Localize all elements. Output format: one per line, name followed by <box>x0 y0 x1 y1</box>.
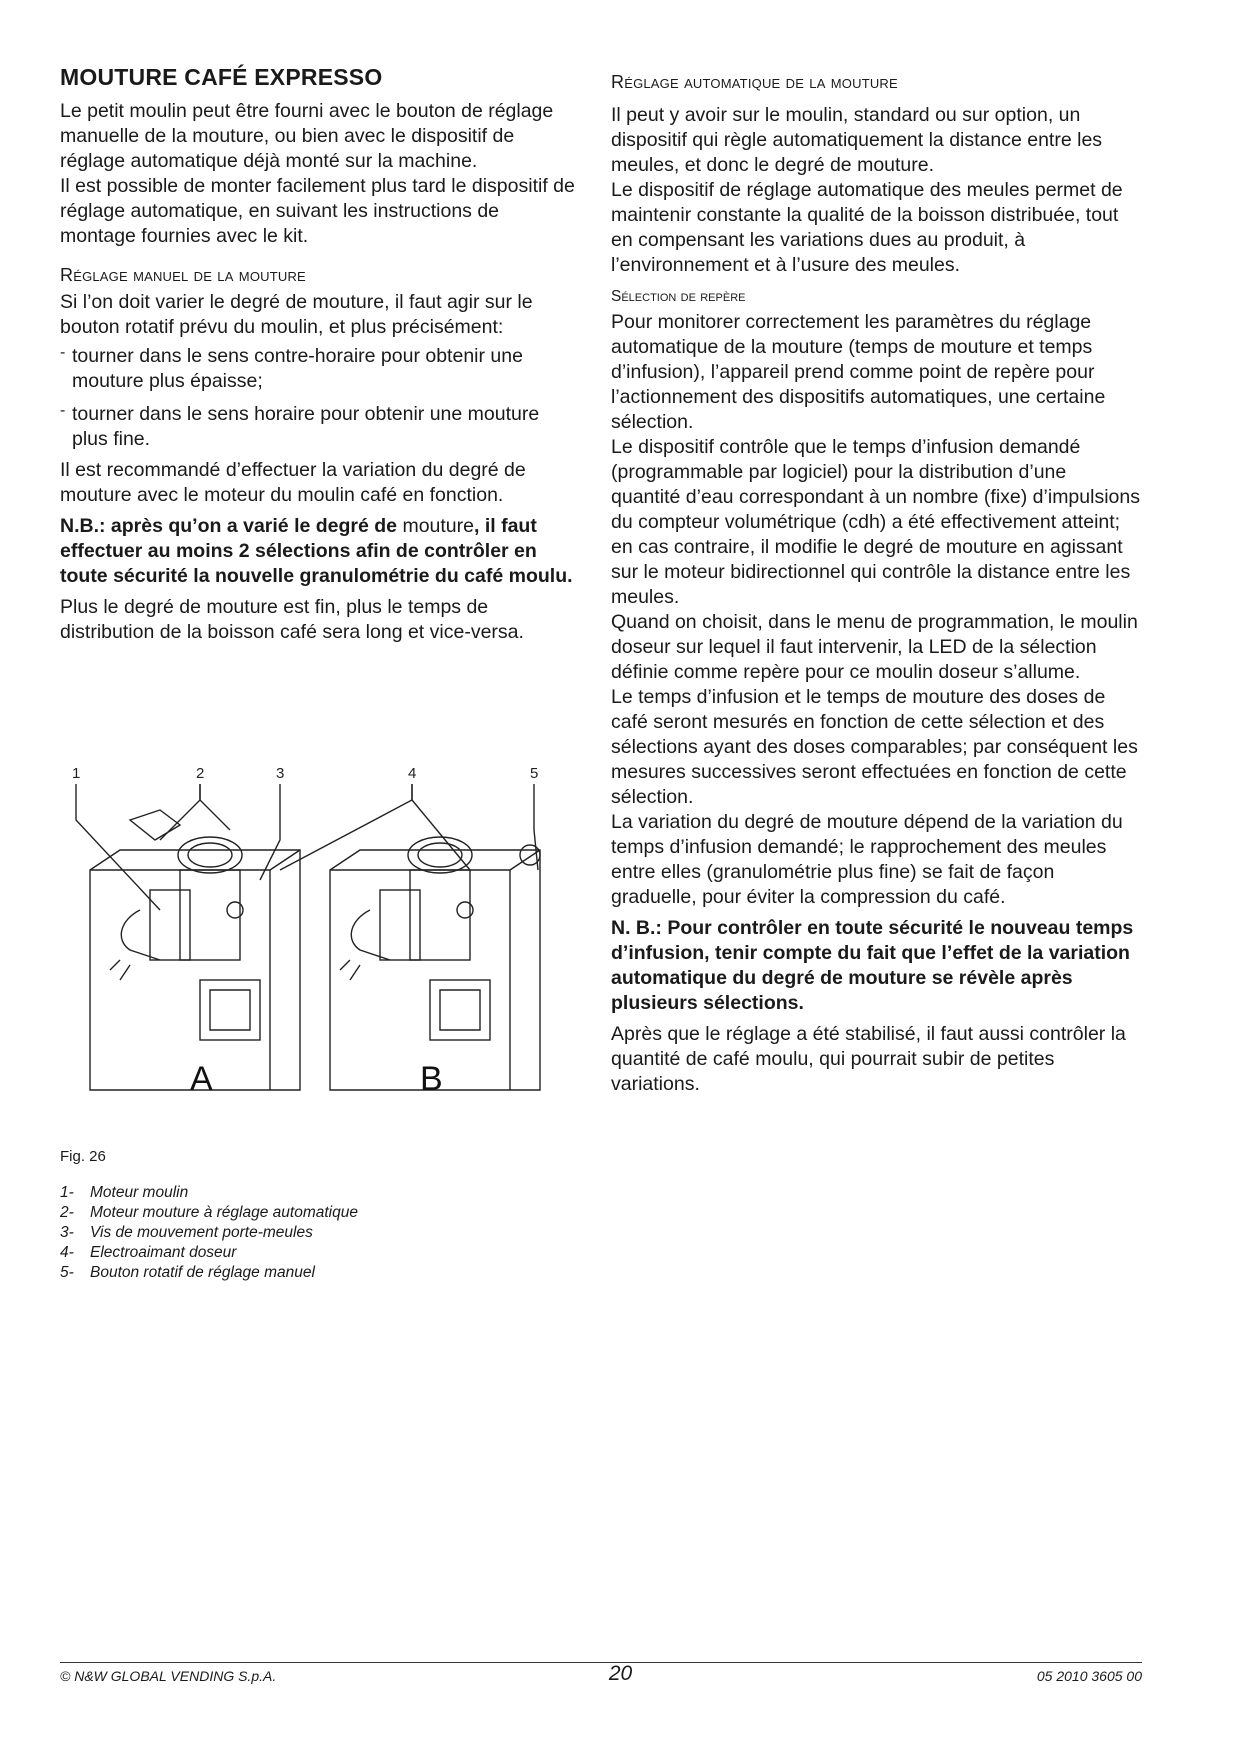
legend-number: 5- <box>60 1264 74 1281</box>
page-number: 20 <box>608 1662 633 1685</box>
callout-4: 4 <box>408 765 417 782</box>
nb-warning <box>60 514 580 589</box>
figure-26 <box>60 760 580 1100</box>
auto-paragraph-2: Le dispositif de réglage automatique des meules permet de maintenir constante la qualité de la boisson distribuée, tout en compensant les variations dues au produit, à l’environnement et à l’usure des meules. <box>611 179 1123 276</box>
manual-paragraph-1: Si l’on doit varier le degré de mouture, il faut agir sur le bouton rotatif prévu du moulin, et plus précisément: <box>60 291 533 338</box>
callout-5: 5 <box>530 765 539 782</box>
list-item-text: tourner dans le sens contre-horaire pour obtenir une mouture plus épaisse; <box>72 345 523 392</box>
legend-text: Vis de mouvement porte-meules <box>90 1224 313 1241</box>
legend-text: Moteur moulin <box>90 1184 189 1201</box>
right-column <box>611 64 1141 1097</box>
selection-paragraph-5: La variation du degré de mouture dépend de la variation du temps d’infusion demandé; le rapprochement des meules entre elles (granulométrie plus fine) se fait de façon graduelle, pour éviter la compression du café. <box>611 811 1123 908</box>
legend-text: Electroaimant doseur <box>90 1244 237 1261</box>
legend-row <box>60 1203 358 1223</box>
section-title: MOUTURE CAFÉ EXPRESSO <box>60 64 383 90</box>
intro-paragraph-1: Le petit moulin peut être fourni avec le bouton de réglage manuelle de la mouture, ou bien avec le dispositif de réglage automatique déjà monté sur la machine. <box>60 100 554 172</box>
auto-paragraph-1: Il peut y avoir sur le moulin, standard ou sur option, un dispositif qui règle automatiquement la distance entre les meules, et donc le degré de mouture. <box>611 104 1103 176</box>
list-dash: - <box>60 402 66 419</box>
selection-paragraph-1: Pour monitorer correctement les paramètres du réglage automatique de la mouture (temps de mouture et temps d’infusion), l’appareil prend comme point de repère pour l’actionnement des dispositifs automatiques, une certaine sélection. <box>611 311 1106 433</box>
grinder-illustration <box>60 760 580 1100</box>
intro-paragraph-2: Il est possible de monter facilement plus tard le dispositif de réglage automatique, en suivant les instructions de montage fournies avec le kit. <box>60 175 575 247</box>
list-item <box>60 402 580 452</box>
figure-caption: Fig. 26 <box>60 1148 106 1165</box>
nb-text-part: mouture <box>402 515 474 537</box>
nb-note: N. B.: Pour contrôler en toute sécurité le nouveau temps d’infusion, tenir compte du fait que l’effet de la variation automatique du degré de mouture se révèle après plusieurs sélections. <box>611 917 1134 1014</box>
selection-paragraph-3: Quand on choisit, dans le menu de programmation, le moulin doseur sur lequel il faut intervenir, la LED de la sélection définie comme repère pour ce moulin doseur s’allume. <box>611 611 1138 683</box>
legend-row <box>60 1263 358 1283</box>
legend-number: 4- <box>60 1244 74 1261</box>
callout-2: 2 <box>196 765 205 782</box>
manual-heading: Réglage manuel de la mouture <box>60 265 306 285</box>
final-paragraph: Après que le réglage a été stabilisé, il faut aussi contrôler la quantité de café moulu, qui pourrait subir de petites variations. <box>611 1023 1126 1095</box>
selection-paragraph-4: Le temps d’infusion et le temps de mouture des doses de café seront mesurés en fonction de cette sélection et des sélections ayant des doses comparables; par conséquent les mesures successives seront effectuées en fonction de cette sélection. <box>611 686 1138 808</box>
legend-row <box>60 1183 358 1203</box>
machine-b-drawing <box>330 837 540 1090</box>
label-b: B <box>420 1060 443 1098</box>
leader-line-2b <box>200 784 230 830</box>
list-item-text: tourner dans le sens horaire pour obtenir une mouture plus fine. <box>72 403 540 450</box>
legend-text: Moteur mouture à réglage automatique <box>90 1204 358 1221</box>
leader-line-1 <box>76 784 160 910</box>
leader-line-5 <box>534 784 538 870</box>
auto-heading: Réglage automatique de la mouture <box>611 72 898 92</box>
document-code: 05 2010 3605 00 <box>1036 1668 1142 1684</box>
manual-paragraph-2: Il est recommandé d’effectuer la variation du degré de mouture avec le moteur du moulin café en fonction. <box>60 459 526 506</box>
legend-text: Bouton rotatif de réglage manuel <box>90 1264 315 1281</box>
list-dash: - <box>60 344 66 361</box>
legend-row <box>60 1243 358 1263</box>
selection-paragraph-2: Le dispositif contrôle que le temps d’infusion demandé (programmable par logiciel) pour la distribution d’une quantité d’eau correspondant à un nombre (fixe) d’impulsions du compteur volumétrique (cdh) a été effectivement atteint; en cas contraire, il modifie le degré de mouture en agissant sur le moteur bidirectionnel qui contrôle la distance entre les meules. <box>611 436 1140 608</box>
leader-line-2a <box>160 784 200 840</box>
list-item <box>60 344 580 394</box>
machine-a-drawing <box>90 810 300 1090</box>
nb-text-part: N.B.: après qu’on a varié le degré de <box>60 515 403 537</box>
figure-legend <box>60 1183 358 1283</box>
legend-number: 3- <box>60 1224 74 1241</box>
legend-number: 1- <box>60 1184 74 1201</box>
callout-1: 1 <box>72 765 81 782</box>
selection-heading: Sélection de repère <box>611 288 746 305</box>
nb-text-part: , il faut effectuer au moins 2 sélections afin de contrôler en toute sécurité la nouvelle granulométrie du café moulu. <box>60 515 573 587</box>
legend-row <box>60 1223 358 1243</box>
legend-number: 2- <box>60 1204 74 1221</box>
footer-copyright: © N&W GLOBAL VENDING S.p.A. <box>60 1668 277 1684</box>
manual-paragraph-3: Plus le degré de mouture est fin, plus le temps de distribution de la boisson café sera long et vice-versa. <box>60 596 524 643</box>
label-a: A <box>190 1060 213 1098</box>
left-column <box>60 64 580 645</box>
callout-3: 3 <box>276 765 285 782</box>
